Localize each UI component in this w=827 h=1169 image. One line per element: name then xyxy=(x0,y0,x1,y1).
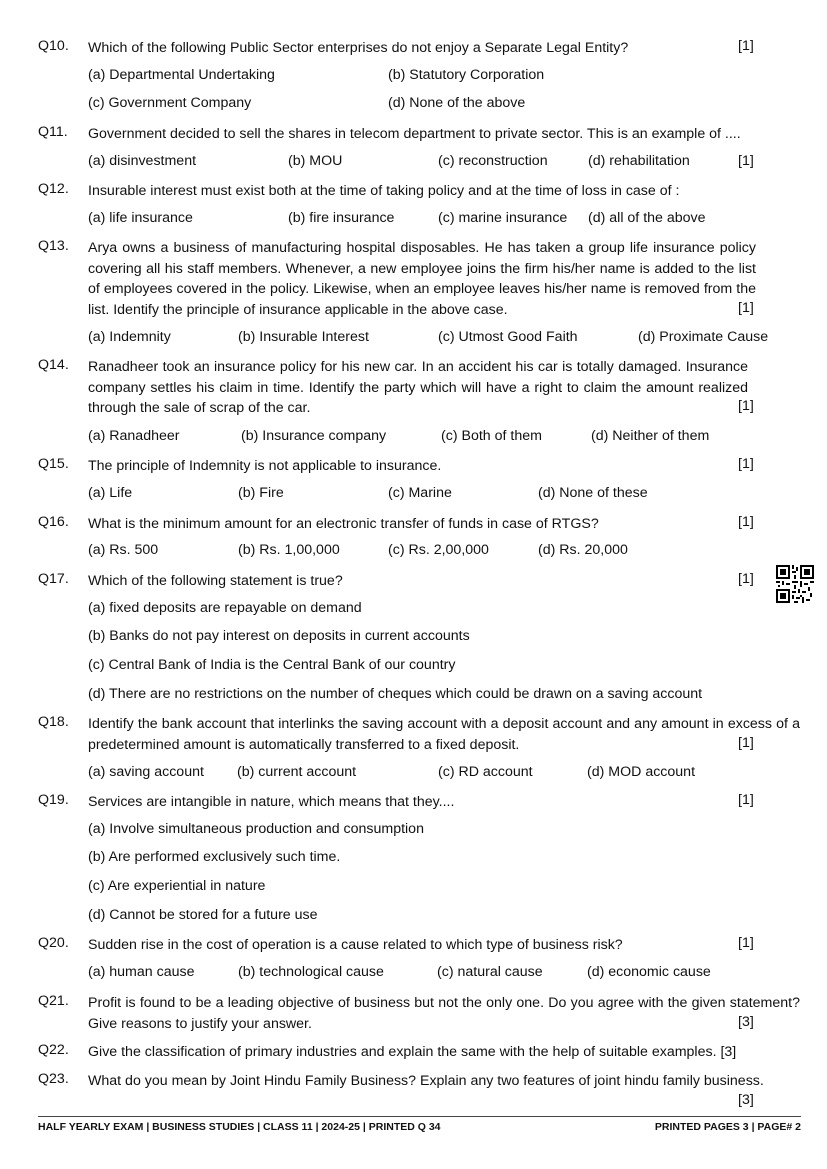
question-text: Services are intangible in nature, which means that they.... xyxy=(88,794,455,810)
option-d: (d) None of the above xyxy=(388,95,526,111)
question-number: Q11. xyxy=(38,124,68,140)
marks: [3] xyxy=(738,1014,754,1030)
question-text: Insurable interest must exist both at the time of taking policy and at the time of loss in case of : xyxy=(88,183,680,199)
option-c: (c) Utmost Good Faith xyxy=(438,329,578,345)
question-text: Which of the following Public Sector enterprises do not enjoy a Separate Legal Entity? xyxy=(88,40,629,56)
question-text: The principle of Indemnity is not applicable to insurance. xyxy=(88,458,442,474)
question-number: Q20. xyxy=(38,935,69,951)
question-text: Sudden rise in the cost of operation is a cause related to which type of business risk? xyxy=(88,937,623,953)
option-b: (b) MOU xyxy=(288,153,343,169)
option-c: (c) Are experiential in nature xyxy=(88,878,266,894)
marks: [1] xyxy=(738,300,754,316)
option-b: (b) Insurance company xyxy=(241,428,387,444)
option-b: (b) Insurable Interest xyxy=(238,329,369,345)
option-b: (b) Statutory Corporation xyxy=(388,67,545,83)
option-b: (b) technological cause xyxy=(238,964,384,980)
option-a: (a) disinvestment xyxy=(88,153,197,169)
option-b: (b) Rs. 1,00,000 xyxy=(238,542,340,558)
question-text: What do you mean by Joint Hindu Family Business? Explain any two features of joint hindu family business. xyxy=(88,1073,764,1089)
option-a: (a) Indemnity xyxy=(88,329,171,345)
option-c: (c) marine insurance xyxy=(438,210,568,226)
option-b: (b) Fire xyxy=(238,485,284,501)
option-b: (b) Banks do not pay interest on deposits in current accounts xyxy=(88,628,470,644)
question-number: Q19. xyxy=(38,792,69,808)
option-d: (d) Neither of them xyxy=(591,428,710,444)
option-b: (b) fire insurance xyxy=(288,210,395,226)
option-c: (c) Marine xyxy=(388,485,452,501)
marks: [1] xyxy=(738,153,754,169)
question-number: Q17. xyxy=(38,571,69,587)
marks: [1] xyxy=(738,398,754,414)
question-text: Which of the following statement is true? xyxy=(88,573,343,589)
option-d: (d) Rs. 20,000 xyxy=(538,542,628,558)
option-d: (d) None of these xyxy=(538,485,648,501)
question-number: Q18. xyxy=(38,714,69,730)
option-c: (c) Both of them xyxy=(441,428,542,444)
option-a: (a) Ranadheer xyxy=(88,428,180,444)
option-d: (d) rehabilitation xyxy=(588,153,690,169)
option-c: (c) Central Bank of India is the Central Bank of our country xyxy=(88,657,456,673)
option-d: (d) There are no restrictions on the number of cheques which could be drawn on a saving account xyxy=(88,686,703,702)
option-c: (c) Government Company xyxy=(88,95,252,111)
question-number: Q22. xyxy=(38,1042,69,1058)
option-b: (b) current account xyxy=(237,764,357,780)
page-footer xyxy=(38,1116,801,1133)
question-number: Q16. xyxy=(38,514,69,530)
option-a: (a) Involve simultaneous production and consumption xyxy=(88,821,424,837)
marks: [1] xyxy=(738,38,754,54)
marks: [3] xyxy=(738,1092,754,1108)
question-text: What is the minimum amount for an electronic transfer of funds in case of RTGS? xyxy=(88,516,599,532)
option-d: (d) Proximate Cause xyxy=(638,329,769,345)
qr-code-icon xyxy=(776,565,814,603)
question-text: Give the classification of primary industries and explain the same with the help of suitable examples. [3] xyxy=(88,1044,737,1060)
question-text: Arya owns a business of manufacturing hospital disposables. He has taken a group life insurance policy covering all his staff members. Whenever, a new employee joins the firm his/her name is added to the list of employees covered in the policy. Likewise, when an employee leaves his/her name is removed from the list. Identify the principle of insurance applicable in the above case. xyxy=(88,240,756,318)
marks: [1] xyxy=(738,514,754,530)
footer-page-info: PRINTED PAGES 3 | PAGE# 2 xyxy=(654,1121,801,1133)
option-d: (d) economic cause xyxy=(587,964,711,980)
option-c: (c) Rs. 2,00,000 xyxy=(388,542,489,558)
option-a: (a) Departmental Undertaking xyxy=(88,67,275,83)
question-number: Q13. xyxy=(38,238,69,254)
question-number: Q10. xyxy=(38,38,69,54)
option-a: (a) fixed deposits are repayable on demand xyxy=(88,600,362,616)
question-number: Q23. xyxy=(38,1071,69,1087)
question-text: Identify the bank account that interlinks the saving account with a deposit account and any amount in excess of a predetermined amount is automatically transferred to a fixed deposit. xyxy=(88,716,800,753)
question-text: Profit is found to be a leading objective of business but not the only one. Do you agree with the given statement? Give reasons to justify your answer. xyxy=(88,995,800,1032)
question-number: Q21. xyxy=(38,993,69,1009)
option-b: (b) Are performed exclusively such time. xyxy=(88,849,341,865)
option-d: (d) Cannot be stored for a future use xyxy=(88,907,318,923)
question-number: Q14. xyxy=(38,357,69,373)
question-number: Q12. xyxy=(38,181,69,197)
footer-exam-info: HALF YEARLY EXAM | BUSINESS STUDIES | CLASS 11 | 2024-25 | PRINTED Q 34 xyxy=(38,1121,441,1133)
option-c: (c) reconstruction xyxy=(438,153,548,169)
marks: [1] xyxy=(738,935,754,951)
marks: [1] xyxy=(738,456,754,472)
marks: [1] xyxy=(738,571,754,587)
option-c: (c) natural cause xyxy=(437,964,543,980)
question-number: Q15. xyxy=(38,456,69,472)
option-a: (a) Life xyxy=(88,485,133,501)
option-a: (a) life insurance xyxy=(88,210,193,226)
option-d: (d) MOD account xyxy=(587,764,696,780)
marks: [1] xyxy=(738,792,754,808)
option-a: (a) saving account xyxy=(88,764,204,780)
option-a: (a) human cause xyxy=(88,964,195,980)
question-text: Ranadheer took an insurance policy for his new car. In an accident his car is totally damaged. Insurance company settles his claim in time. Identify the party which will have a right to claim the amount realized through the sale of scrap of the car. xyxy=(88,359,748,416)
option-a: (a) Rs. 500 xyxy=(88,542,159,558)
marks: [1] xyxy=(738,735,754,751)
option-c: (c) RD account xyxy=(438,764,533,780)
option-d: (d) all of the above xyxy=(588,210,706,226)
question-text: Government decided to sell the shares in telecom department to private sector. This is an example of .... xyxy=(88,126,741,142)
